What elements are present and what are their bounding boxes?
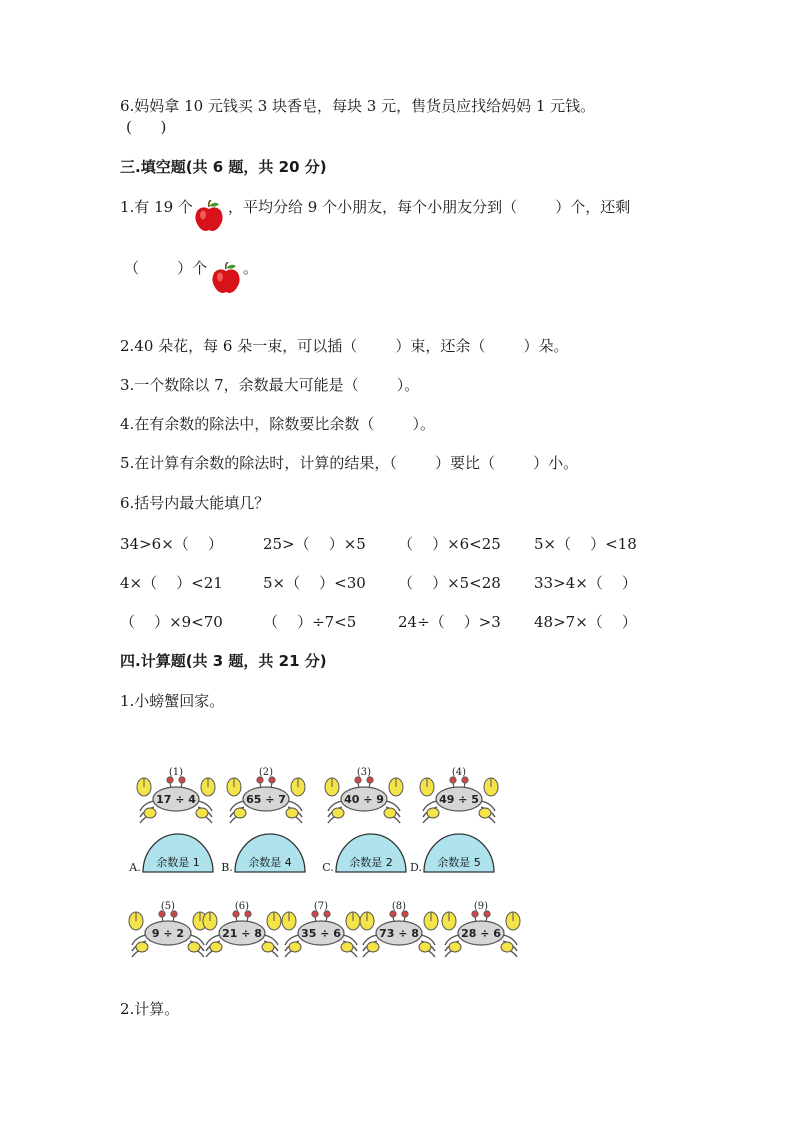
- crab-8: [360, 901, 438, 957]
- crab-number: (7): [313, 901, 329, 912]
- crab-foot: [332, 808, 344, 818]
- inequality-cell: 33>4×（ ）: [534, 574, 637, 592]
- crab-number: (2): [258, 767, 274, 778]
- crab-foot: [367, 942, 379, 952]
- section-4-heading: 四.计算题(共 3 题，共 21 分): [120, 652, 327, 670]
- home-label: 余数是 1: [156, 856, 200, 869]
- inequality-cell: （ ）×5<28: [398, 574, 501, 592]
- home-4: [410, 834, 494, 874]
- crab-9: [442, 901, 520, 957]
- crab-foot: [479, 808, 491, 818]
- home-1: [128, 834, 213, 874]
- crab-number: (4): [451, 767, 467, 778]
- inequality-cell: 4×（ ）<21: [120, 574, 223, 592]
- crab-foot: [210, 942, 222, 952]
- crab-foot: [427, 808, 439, 818]
- crab-foot: [188, 942, 200, 952]
- inequality-row: [120, 533, 660, 553]
- crab-6: [203, 901, 281, 957]
- crab-foot: [419, 942, 431, 952]
- inequality-cell: （ ）÷7<5: [263, 613, 357, 631]
- fill-question-1-part-c: （ ）个: [124, 259, 208, 277]
- home-3: [322, 834, 406, 874]
- crab-number: (9): [473, 901, 489, 912]
- fill-question-1-part-a: 1.有 19 个: [120, 198, 193, 216]
- crab-4: [420, 767, 498, 823]
- crab-number: (6): [234, 901, 250, 912]
- calc-question-1: 1.小螃蟹回家。: [120, 692, 225, 710]
- crab-foot: [196, 808, 208, 818]
- crab-foot: [384, 808, 396, 818]
- crab-foot: [144, 808, 156, 818]
- home-label: 余数是 4: [248, 856, 292, 869]
- inequality-cell: 34>6×（ ）: [120, 535, 223, 553]
- crab-expression: 35 ÷ 6: [301, 927, 341, 940]
- crab-expression: 21 ÷ 8: [222, 927, 262, 940]
- inequality-cell: 24÷（ ）>3: [398, 613, 501, 631]
- home-letter: D.: [410, 861, 422, 874]
- crab-foot: [341, 942, 353, 952]
- crab-3: [325, 767, 403, 823]
- fill-question-1-part-d: 。: [243, 259, 259, 277]
- crab-expression: 9 ÷ 2: [151, 927, 185, 940]
- apple-icon: [211, 262, 241, 294]
- crab-home-illustration: [125, 760, 525, 960]
- crab-number: (5): [160, 901, 176, 912]
- inequality-row: [120, 611, 660, 631]
- crab-expression: 73 ÷ 8: [379, 927, 419, 940]
- calc-question-2: 2.计算。: [120, 1000, 180, 1018]
- home-label: 余数是 5: [437, 856, 481, 869]
- home-letter: B.: [221, 861, 233, 874]
- crab-foot: [262, 942, 274, 952]
- crab-foot: [136, 942, 148, 952]
- crab-foot: [289, 942, 301, 952]
- fill-question-3: 3.一个数除以 7，余数最大可能是（ ）。: [120, 376, 420, 394]
- inequality-cell: 25>（ ）×5: [263, 535, 366, 553]
- section-3-heading: 三.填空题(共 6 题，共 20 分): [120, 158, 327, 176]
- fill-question-2: 2.40 朵花，每 6 朵一束，可以插（ ）束，还余（ ）朵。: [120, 337, 569, 355]
- crab-number: (3): [356, 767, 372, 778]
- inequality-cell: （ ）×6<25: [398, 535, 501, 553]
- inequality-row: [120, 572, 660, 592]
- crab-expression: 49 ÷ 5: [439, 793, 479, 806]
- inequality-cell: 5×（ ）<30: [263, 574, 366, 592]
- apple-icon: [194, 200, 224, 232]
- crab-foot: [449, 942, 461, 952]
- crab-1: [137, 767, 215, 823]
- home-label: 余数是 2: [349, 856, 393, 869]
- inequality-grid: [120, 533, 660, 633]
- inequality-cell: 48>7×（ ）: [534, 613, 637, 631]
- fill-question-4: 4.在有余数的除法中，除数要比余数（ ）。: [120, 415, 435, 433]
- crab-expression: 17 ÷ 4: [156, 793, 196, 806]
- inequality-cell: （ ）×9<70: [120, 613, 223, 631]
- fill-question-6: 6.括号内最大能填几？: [120, 494, 270, 512]
- crab-expression: 65 ÷ 7: [246, 793, 286, 806]
- crab-foot: [234, 808, 246, 818]
- crab-foot: [286, 808, 298, 818]
- crab-number: (8): [391, 901, 407, 912]
- crab-expression: 40 ÷ 9: [344, 793, 384, 806]
- crab-7: [282, 901, 360, 957]
- inequality-cell: 5×（ ）<18: [534, 535, 637, 553]
- crab-2: [227, 767, 305, 823]
- prev-question-6-answer-paren: ( ): [126, 118, 167, 136]
- crab-expression: 28 ÷ 6: [461, 927, 501, 940]
- crab-foot: [501, 942, 513, 952]
- home-letter: A.: [129, 861, 141, 874]
- crab-5: [129, 901, 207, 957]
- home-letter: C.: [322, 861, 334, 874]
- prev-question-6: 6.妈妈拿 10 元钱买 3 块香皂，每块 3 元，售货员应找给妈妈 1 元钱。: [120, 97, 596, 115]
- home-2: [221, 834, 305, 874]
- fill-question-5: 5.在计算有余数的除法时，计算的结果，（ ）要比（ ）小。: [120, 454, 579, 472]
- crab-number: (1): [168, 767, 184, 778]
- fill-question-1-part-b: ，平均分给 9 个小朋友，每个小朋友分到（ ）个，还剩: [228, 198, 631, 216]
